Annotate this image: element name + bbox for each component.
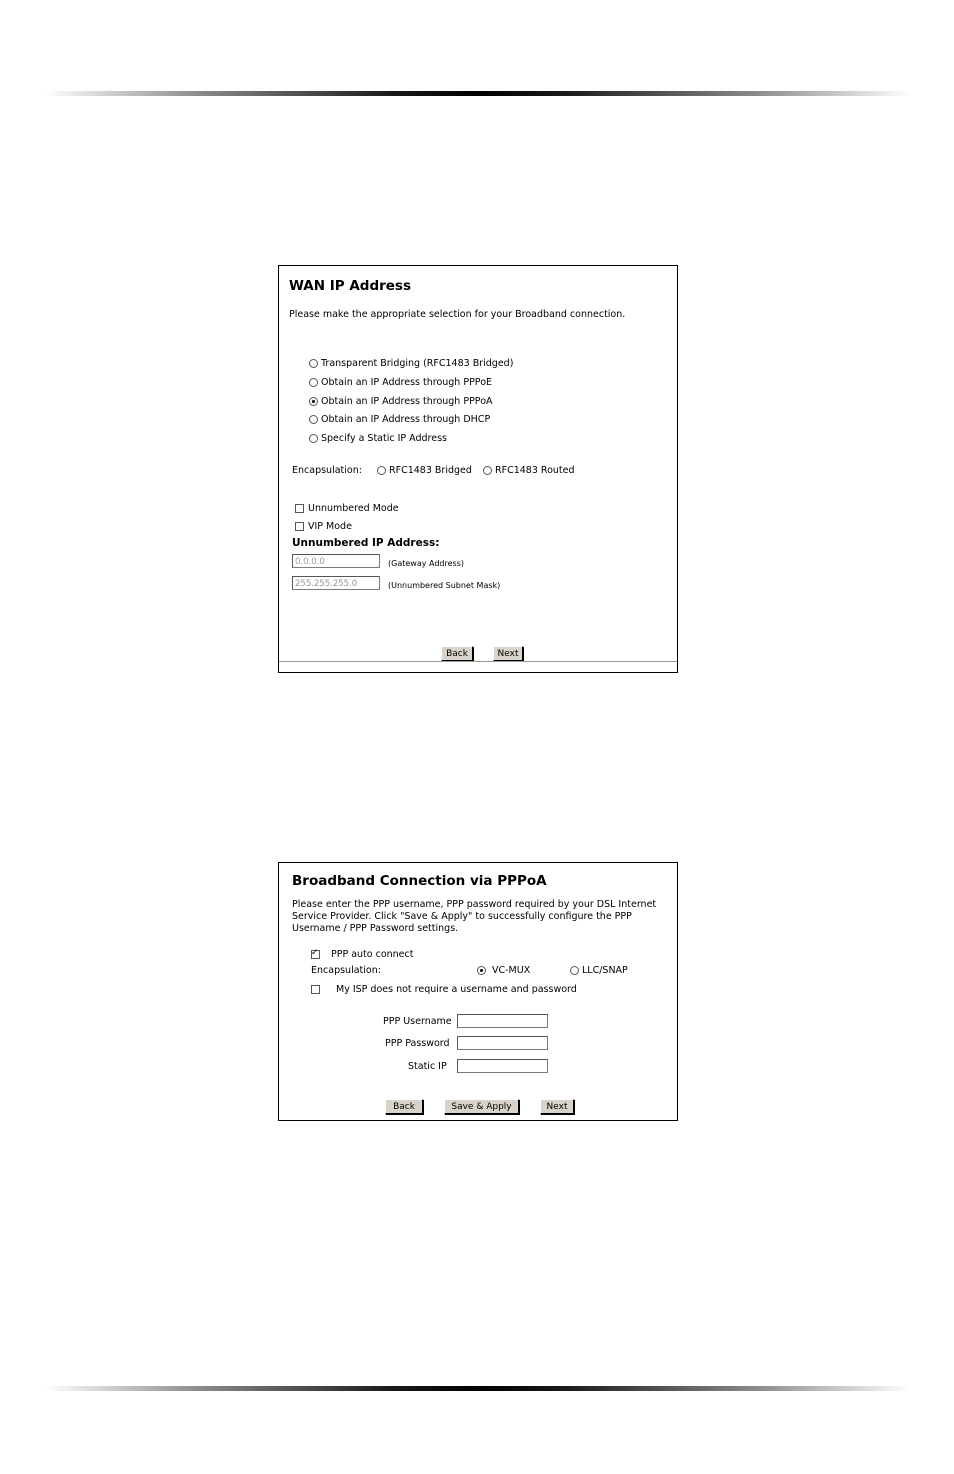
- pppoa-title: Broadband Connection via PPPoA: [292, 873, 547, 889]
- panel-divider: [279, 661, 677, 662]
- back-button[interactable]: Back: [385, 1099, 423, 1114]
- no-credentials-checkbox[interactable]: My ISP does not require a username and password: [311, 984, 577, 995]
- encap-rfc1483-routed[interactable]: RFC1483 Routed: [483, 465, 575, 476]
- encap-rfc1483-bridged[interactable]: RFC1483 Bridged: [377, 465, 472, 476]
- checkbox-icon[interactable]: [311, 985, 320, 994]
- top-rule: [45, 91, 911, 96]
- pppoa-panel: [278, 862, 678, 1121]
- pppoa-instruction-line2: Service Provider. Click "Save & Apply" to successfully configure the PPP: [292, 911, 632, 922]
- save-apply-button[interactable]: Save & Apply: [444, 1099, 519, 1114]
- radio-icon[interactable]: [309, 378, 318, 387]
- gateway-address-input[interactable]: 0.0.0.0: [292, 554, 380, 568]
- ppp-password-label: PPP Password: [385, 1038, 450, 1049]
- option-pppoa[interactable]: Obtain an IP Address through PPPoA: [309, 396, 493, 407]
- option-static-ip[interactable]: Specify a Static IP Address: [309, 433, 447, 444]
- pppoa-instruction-line3: Username / PPP Password settings.: [292, 923, 459, 934]
- encap-vc-mux[interactable]: VC-MUX: [477, 965, 530, 976]
- radio-selected-icon[interactable]: [309, 397, 318, 406]
- radio-icon[interactable]: [570, 966, 579, 975]
- radio-icon[interactable]: [309, 415, 318, 424]
- vip-mode-checkbox[interactable]: VIP Mode: [295, 521, 352, 532]
- option-pppoe[interactable]: Obtain an IP Address through PPPoE: [309, 377, 492, 388]
- ppp-password-input[interactable]: [457, 1036, 548, 1050]
- encapsulation-label: Encapsulation:: [292, 465, 362, 476]
- wan-instruction: Please make the appropriate selection for your Broadband connection.: [289, 309, 626, 320]
- checkbox-checked-icon[interactable]: [311, 950, 320, 959]
- radio-selected-icon[interactable]: [477, 966, 486, 975]
- radio-icon[interactable]: [309, 434, 318, 443]
- radio-icon[interactable]: [377, 466, 386, 475]
- subnet-hint: (Unnumbered Subnet Mask): [388, 581, 501, 590]
- option-transparent-bridging[interactable]: Transparent Bridging (RFC1483 Bridged): [309, 358, 513, 369]
- subnet-mask-input[interactable]: 255.255.255.0: [292, 576, 380, 590]
- ppp-auto-connect-checkbox[interactable]: ✓PPP auto connect: [311, 949, 413, 960]
- radio-icon[interactable]: [309, 359, 318, 368]
- gateway-hint: (Gateway Address): [388, 559, 464, 568]
- next-button[interactable]: Next: [493, 646, 523, 661]
- option-dhcp[interactable]: Obtain an IP Address through DHCP: [309, 414, 490, 425]
- ppp-username-input[interactable]: [457, 1014, 548, 1028]
- unnumbered-ip-heading: Unnumbered IP Address:: [292, 537, 440, 549]
- bottom-rule: [45, 1386, 911, 1391]
- checkbox-icon[interactable]: [295, 522, 304, 531]
- ppp-username-label: PPP Username: [383, 1016, 452, 1027]
- unnumbered-mode-checkbox[interactable]: Unnumbered Mode: [295, 503, 399, 514]
- next-button[interactable]: Next: [540, 1099, 574, 1114]
- radio-icon[interactable]: [483, 466, 492, 475]
- wan-ip-panel: [278, 265, 678, 673]
- back-button[interactable]: Back: [441, 646, 473, 661]
- pppoa-encapsulation-label: Encapsulation:: [311, 965, 381, 976]
- wan-title: WAN IP Address: [289, 278, 412, 294]
- pppoa-instruction-line1: Please enter the PPP username, PPP password required by your DSL Internet: [292, 899, 657, 910]
- static-ip-label: Static IP: [408, 1061, 447, 1072]
- encap-llc-snap[interactable]: LLC/SNAP: [570, 965, 628, 976]
- checkbox-icon[interactable]: [295, 504, 304, 513]
- static-ip-input[interactable]: [457, 1059, 548, 1073]
